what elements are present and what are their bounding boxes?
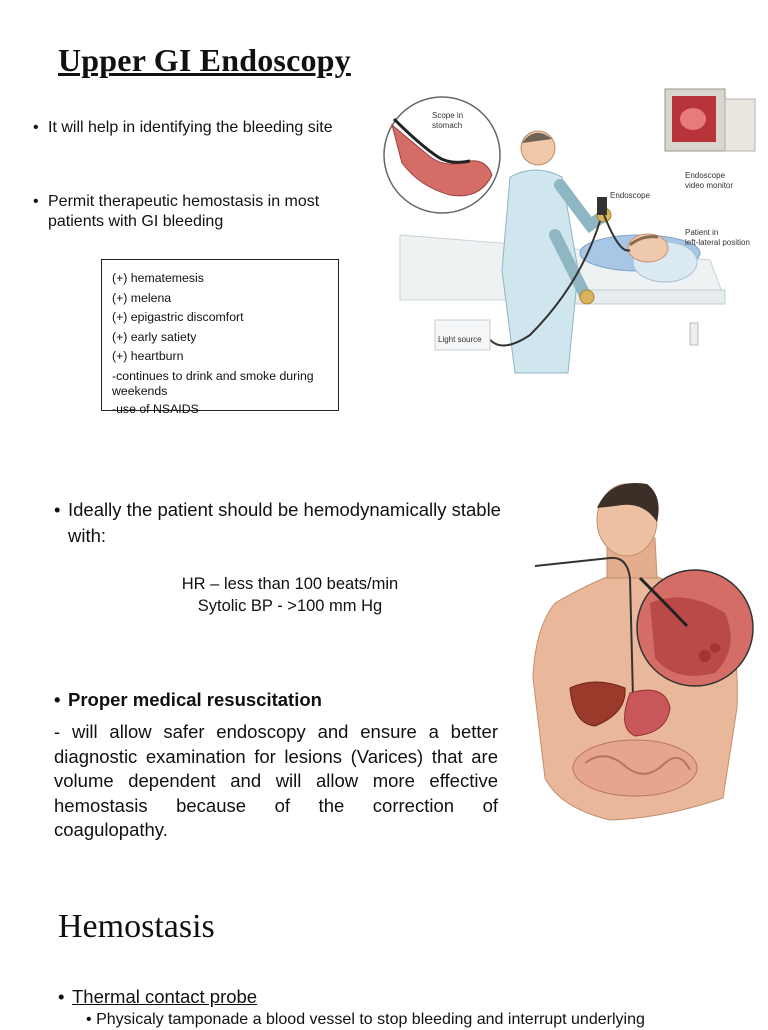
bullet-dot: • xyxy=(33,193,39,210)
vital-bp: Sytolic BP - >100 mm Hg xyxy=(197,597,383,615)
symptom-line: (+) epigastric discomfort xyxy=(112,310,244,324)
symptom-line: (+) early satiety xyxy=(112,329,197,344)
scope-label-line1: Scope in xyxy=(432,111,464,120)
bullet-hemostasis: • Permit therapeutic hemostasis in most patients with GI bleeding xyxy=(33,193,320,230)
upper-gi-anatomy-illustration xyxy=(515,478,760,823)
sub-bullet-tamponade: • Physicaly tamponade a blood vessel to stop bleeding and interrupt underlying xyxy=(86,1011,645,1028)
section-title-hemostasis: Hemostasis xyxy=(58,908,215,945)
bullet-identify: • It will help in identifying the bleeding site xyxy=(33,119,333,136)
monitor-label-line2: video monitor xyxy=(685,181,734,190)
patient-label-line2: left-lateral position xyxy=(685,238,750,247)
patient-label-line1: Patient in xyxy=(685,228,719,237)
bullet-dot: • xyxy=(54,689,61,710)
endoscope-label: Endoscope xyxy=(610,191,651,200)
bullet-stable: • Ideally the patient should be hemodynamically stable with: xyxy=(54,499,501,546)
scope-label-line2: stomach xyxy=(432,121,463,130)
bullet-dot: • xyxy=(54,499,61,520)
monitor-label-line1: Endoscope xyxy=(685,171,726,180)
symptom-line: -use of NSAIDS xyxy=(112,401,199,416)
sub-bullet-dot: • xyxy=(86,1011,92,1028)
vitals-block xyxy=(150,573,430,617)
light-source-label: Light source xyxy=(438,335,482,344)
symptom-line: (+) heartburn xyxy=(112,349,184,363)
symptom-line: -continues to drink and smoke during weekends xyxy=(112,368,314,398)
vital-hr: HR – less than 100 beats/min xyxy=(181,575,399,593)
bullet-resuscitation: • Proper medical resuscitation xyxy=(54,687,504,713)
symptoms-box xyxy=(101,259,339,416)
bullet-thermal-probe: • Thermal contact probe xyxy=(58,984,458,1010)
resuscitation-text: - will allow safer endoscopy and ensure a better diagnostic examination for lesions (Varices) that are volume dependent and will allow more effective hemostasis because of the correction of coagulopathy. xyxy=(54,721,498,840)
symptom-line: (+) melena xyxy=(112,290,172,305)
endoscopy-procedure-illustration xyxy=(380,85,765,380)
bullet-dot: • xyxy=(58,986,65,1007)
symptom-line: (+) hematemesis xyxy=(112,271,204,285)
bullet-dot: • xyxy=(33,119,39,136)
page-title: Upper GI Endoscopy xyxy=(58,42,351,78)
